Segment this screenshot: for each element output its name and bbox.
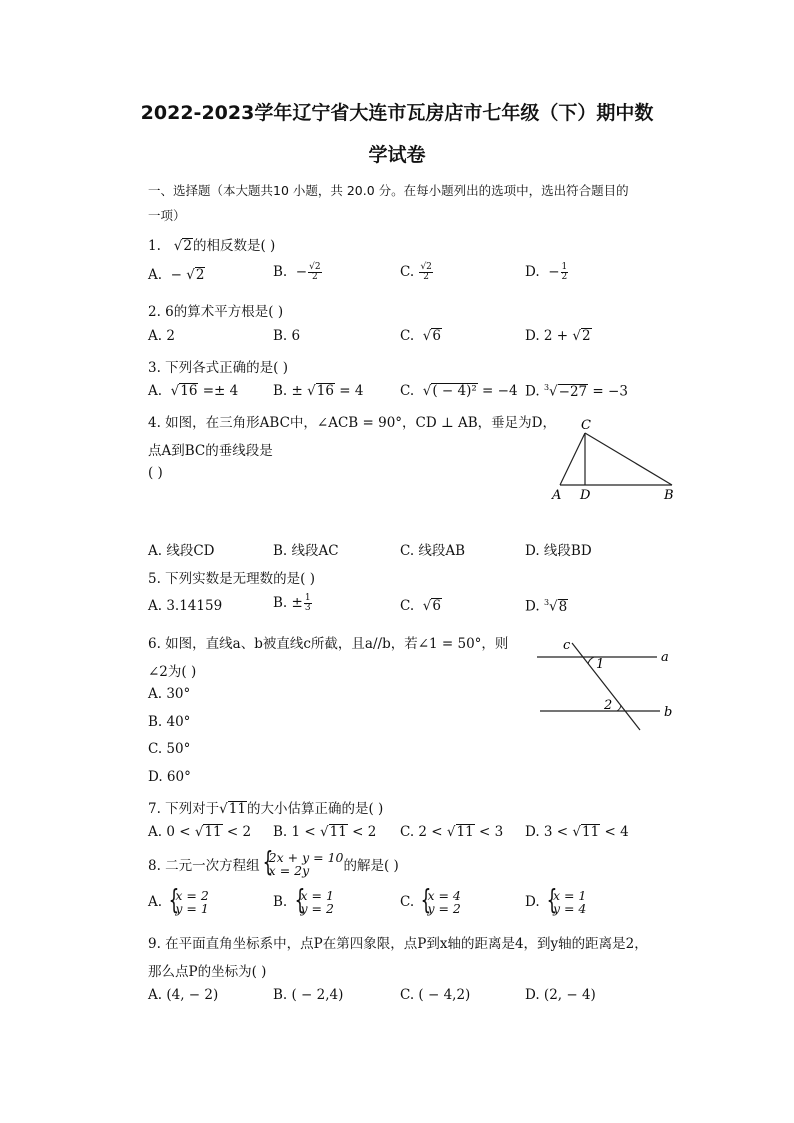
label-c: C — [581, 418, 591, 433]
label-angle-2: 2 — [604, 698, 613, 713]
q9-option-d: D. (2, − 4) — [525, 987, 596, 1003]
q1-text: 的相反数是( ) — [192, 238, 276, 254]
exam-title-line1: 2022-2023学年辽宁省大连市瓦房店市七年级（下）期中数 — [140, 102, 654, 124]
label-angle-1: 1 — [596, 657, 605, 672]
q9-option-a: A. (4, − 2) — [148, 987, 219, 1003]
question-4: 4. 如图，在三角形ABC中，∠ACB = 90°，CD ⊥ AB，垂足为D， — [148, 415, 556, 431]
question-6-cont: ∠2为( ) — [148, 664, 197, 680]
question-5: 5. 下列实数是无理数的是( ) — [148, 571, 315, 587]
q1-option-d: D. − $\frac{1}{2}$ — [525, 262, 568, 282]
q8-equation-system: { 2x + y = 10 x = 2y — [260, 851, 344, 877]
q6-option-b: B. 40° — [148, 714, 191, 730]
question-2: 2. 6的算术平方根是( ) — [148, 304, 284, 320]
q8-option-d: D. { x = 1 y = 4 — [525, 889, 586, 915]
label-a: A — [552, 488, 562, 503]
q1-radicand: 2 — [183, 238, 192, 254]
q7-option-a: A. 0 < √11 < 2 — [148, 824, 252, 840]
q6-option-d: D. 60° — [148, 769, 191, 785]
q5-option-a: A. 3.14159 — [148, 598, 223, 614]
q6-option-a: A. 30° — [148, 686, 191, 702]
question-3: 3. 下列各式正确的是( ) — [148, 360, 288, 376]
q3-option-c: C. √( − 4)² = −4 — [400, 383, 518, 399]
label-b-line: b — [664, 705, 673, 720]
label-a-line: a — [661, 650, 669, 665]
q5-option-c: C. √6 — [400, 598, 441, 614]
q8-option-b: B. { x = 1 y = 2 — [273, 889, 334, 915]
question-6: 6. 如图，直线a、b被直线c所截，且a//b，若∠1 = 50°，则 — [148, 636, 509, 652]
question-9: 9. 在平面直角坐标系中，点P在第四象限，点P到x轴的距离是4，到y轴的距离是2， — [148, 936, 648, 952]
question-4-cont: 点A到BC的垂线段是 — [148, 443, 273, 459]
q6-option-c: C. 50° — [148, 741, 191, 757]
q7-option-d: D. 3 < √11 < 4 — [525, 824, 629, 840]
q8-option-c: C. { x = 4 y = 2 — [400, 889, 461, 915]
section-heading: 一、选择题（本大题共10 小题，共 20.0 分。在每小题列出的选项中，选出符合题目的 — [148, 183, 629, 198]
label-b: B — [664, 488, 674, 503]
question-9-cont: 那么点P的坐标为( ) — [148, 964, 267, 980]
q3-option-d: D. $^3$√−27 = −3 — [525, 383, 628, 400]
q1-number: 1. — [148, 238, 161, 254]
q4-triangle-figure — [545, 415, 685, 505]
q8-option-a: A. { x = 2 y = 1 — [148, 889, 209, 915]
label-c-line: c — [563, 638, 571, 653]
q3-option-a: A. √16 =± 4 — [148, 383, 239, 399]
question-4-paren: ( ) — [148, 465, 163, 481]
q1-option-c: C. $\frac{√2}{2}$ — [400, 262, 432, 282]
question-8: 8. 二元一次方程组 { 2x + y = 10 x = 2y 的解是( ) — [148, 851, 399, 877]
q3-option-b: B. ± √16 = 4 — [273, 383, 364, 399]
q9-option-b: B. ( − 2,4) — [273, 987, 344, 1003]
section-heading-cont: 一项） — [148, 208, 186, 223]
question-7: 7. 下列对于√11的大小估算正确的是( ) — [148, 801, 384, 817]
q5-option-b: B. ± $\frac{1}{3}$ — [273, 593, 311, 613]
label-d: D — [580, 488, 591, 503]
q4-option-a: A. 线段CD — [148, 543, 215, 559]
q2-option-c: C. √6 — [400, 328, 441, 344]
q1-option-a: A. − √2 — [148, 267, 205, 283]
q4-option-b: B. 线段AC — [273, 543, 339, 559]
q7-option-b: B. 1 < √11 < 2 — [273, 824, 377, 840]
question-1: 1. √2的相反数是( ) — [148, 238, 276, 254]
q2-option-d: D. 2 + √2 — [525, 328, 591, 344]
q9-option-c: C. ( − 4,2) — [400, 987, 471, 1003]
exam-title-line2: 学试卷 — [368, 144, 426, 166]
q2-option-b: B. 6 — [273, 328, 301, 344]
q4-option-c: C. 线段AB — [400, 543, 466, 559]
q4-option-d: D. 线段BD — [525, 543, 592, 559]
q2-option-a: A. 2 — [148, 328, 175, 344]
q5-option-d: D. $^3$√8 — [525, 598, 568, 615]
q7-option-c: C. 2 < √11 < 3 — [400, 824, 504, 840]
q6-parallel-lines-figure — [532, 635, 682, 735]
q1-option-b: B. − $\frac{√2}{2}$ — [273, 262, 321, 282]
